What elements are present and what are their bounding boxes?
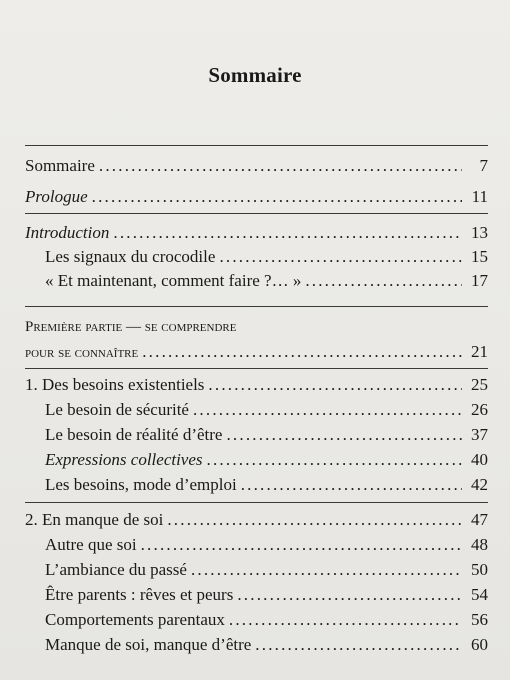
- dot-leader: [207, 449, 462, 471]
- entry-page: 17: [471, 271, 488, 290]
- entry-page: 26: [471, 400, 488, 419]
- toc-entry-prologue: [25, 186, 488, 208]
- dot-leader: [255, 634, 462, 656]
- dot-leader: [191, 559, 462, 581]
- part-heading-line1: Première partie — se comprendre: [25, 319, 237, 335]
- entry-label: Introduction: [25, 223, 110, 242]
- toc-entry-expressions: [25, 449, 488, 471]
- entry-page: 11: [471, 187, 488, 206]
- page-title: Sommaire: [208, 63, 302, 87]
- dot-leader: [142, 341, 462, 363]
- entry-label: Prologue: [25, 187, 88, 206]
- entry-page: 15: [471, 247, 488, 266]
- entry-label: Les signaux du crocodile: [45, 247, 216, 266]
- entry-label: 1. Des besoins existentiels: [25, 375, 205, 394]
- entry-page: 40: [471, 450, 488, 469]
- toc-entry-realite: [25, 424, 488, 446]
- entry-page: 13: [471, 223, 488, 242]
- toc-entry-sommaire: [25, 155, 488, 177]
- entry-label: 2. En manque de soi: [25, 510, 164, 529]
- entry-page: 21: [471, 342, 488, 361]
- dot-leader: [99, 155, 462, 177]
- dot-leader: [193, 399, 462, 421]
- entry-label: Comportements parentaux: [45, 610, 225, 629]
- entry-label: Expressions collectives: [45, 450, 203, 469]
- entry-label: Sommaire: [25, 156, 95, 175]
- show-through-text: [190, 44, 490, 60]
- dot-leader: [226, 424, 462, 446]
- toc-entry-manque: [25, 509, 488, 531]
- entry-label: pour se connaître: [25, 345, 139, 361]
- entry-label: Le besoin de sécurité: [45, 400, 189, 419]
- entry-page: 50: [471, 560, 488, 579]
- dot-leader: [305, 270, 462, 292]
- dot-leader: [229, 609, 462, 631]
- entry-label: Le besoin de réalité d’être: [45, 425, 223, 444]
- entry-page: 60: [471, 635, 488, 654]
- dot-leader: [237, 584, 462, 606]
- separator-rule: [25, 368, 488, 369]
- dot-leader: [219, 246, 462, 268]
- toc-entry-introduction: [25, 222, 488, 244]
- toc-entry-parents: [25, 584, 488, 606]
- toc-entry-manque-etre: [25, 634, 488, 656]
- separator-rule: [25, 213, 488, 214]
- separator-rule: [25, 145, 488, 146]
- toc-entry-mode-emploi: [25, 474, 488, 496]
- entry-label: L’ambiance du passé: [45, 560, 187, 579]
- toc-entry-ambiance: [25, 559, 488, 581]
- separator-rule: [25, 306, 488, 307]
- entry-page: 47: [471, 510, 488, 529]
- entry-label: Manque de soi, manque d’être: [45, 635, 252, 654]
- separator-rule: [25, 502, 488, 503]
- entry-label: Les besoins, mode d’emploi: [45, 475, 237, 494]
- entry-page: 7: [479, 156, 488, 175]
- entry-page: 25: [471, 375, 488, 394]
- entry-page: 56: [471, 610, 488, 629]
- entry-page: 42: [471, 475, 488, 494]
- entry-label: « Et maintenant, comment faire ?… »: [45, 271, 302, 290]
- toc-entry-autre: [25, 534, 488, 556]
- toc-entry-maintenant: [25, 270, 488, 292]
- toc-entry-partie1: [25, 341, 488, 363]
- toc-entry-besoins: [25, 374, 488, 396]
- entry-page: 37: [471, 425, 488, 444]
- toc-entry-comportements: [25, 609, 488, 631]
- dot-leader: [208, 374, 462, 396]
- toc-entry-securite: [25, 399, 488, 421]
- dot-leader: [92, 186, 462, 208]
- dot-leader: [241, 474, 462, 496]
- entry-label: Être parents : rêves et peurs: [45, 585, 234, 604]
- entry-page: 48: [471, 535, 488, 554]
- entry-label: Autre que soi: [45, 535, 137, 554]
- toc-entry-signaux: [25, 246, 488, 268]
- dot-leader: [141, 534, 462, 556]
- dot-leader: [167, 509, 462, 531]
- dot-leader: [113, 222, 462, 244]
- entry-page: 54: [471, 585, 488, 604]
